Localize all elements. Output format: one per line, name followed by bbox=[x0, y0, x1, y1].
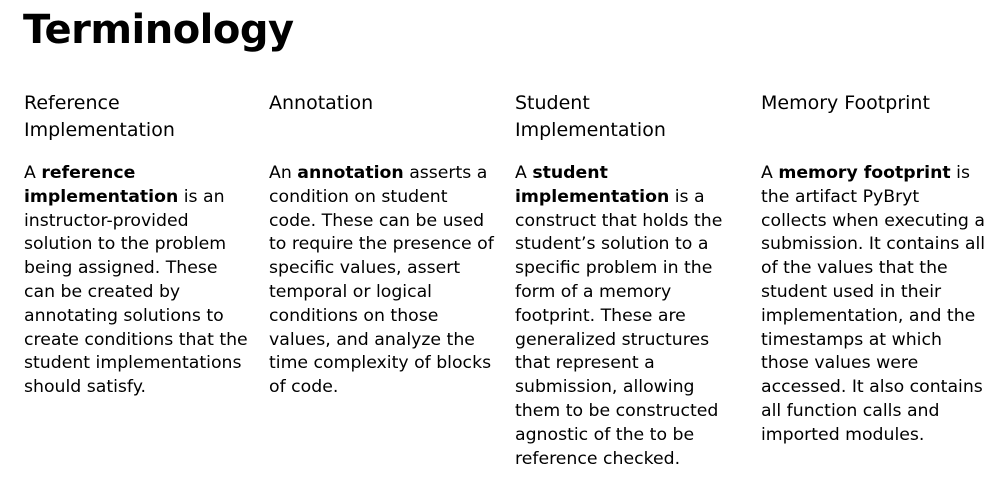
term-column-reference-implementation bbox=[24, 90, 252, 400]
term-heading: Student Implementation bbox=[515, 92, 666, 141]
definition-text: is a construct that holds the student’s solution to a specific problem in the form of a memory footprint. These are generalized structures that represent a submission, allowing them to be constructed agnostic of the to be reference checked. bbox=[515, 186, 723, 469]
term-column-student-implementation bbox=[515, 90, 743, 471]
term-name: reference implementation bbox=[24, 163, 179, 207]
term-definition bbox=[515, 162, 743, 471]
page-title: Terminology bbox=[23, 7, 294, 53]
term-name: student implementation bbox=[515, 163, 670, 207]
definition-lead: A bbox=[515, 163, 533, 183]
term-column-memory-footprint bbox=[761, 90, 989, 448]
term-definition bbox=[24, 162, 252, 400]
term-name: memory footprint bbox=[778, 163, 951, 183]
definition-text: is the artifact PyBryt collects when executing a submission. It contains all of the values that the student used in their implementation, and the timestamps at which those values were accessed. It also contains all function calls and imported modules. bbox=[761, 163, 986, 445]
definition-lead: An bbox=[269, 163, 298, 183]
term-definition bbox=[269, 162, 497, 400]
term-heading: Memory Footprint bbox=[761, 92, 930, 114]
definition-text: is an instructor-provided solution to the problem being assigned. These can be created by annotating solutions to create conditions that the student implementations should satisfy. bbox=[24, 186, 248, 398]
term-heading: Annotation bbox=[269, 92, 374, 114]
term-heading: Reference Implementation bbox=[24, 92, 175, 141]
definition-lead: A bbox=[761, 163, 779, 183]
definition-lead: A bbox=[24, 163, 42, 183]
term-definition bbox=[761, 162, 989, 448]
term-column-annotation bbox=[269, 90, 497, 400]
definition-text: asserts a condition on student code. These can be used to require the presence of specific values, assert temporal or logical conditions on those values, and analyze the time complexity of blocks of code. bbox=[269, 163, 494, 398]
term-name: annotation bbox=[297, 163, 404, 183]
terminology-columns bbox=[0, 90, 999, 490]
